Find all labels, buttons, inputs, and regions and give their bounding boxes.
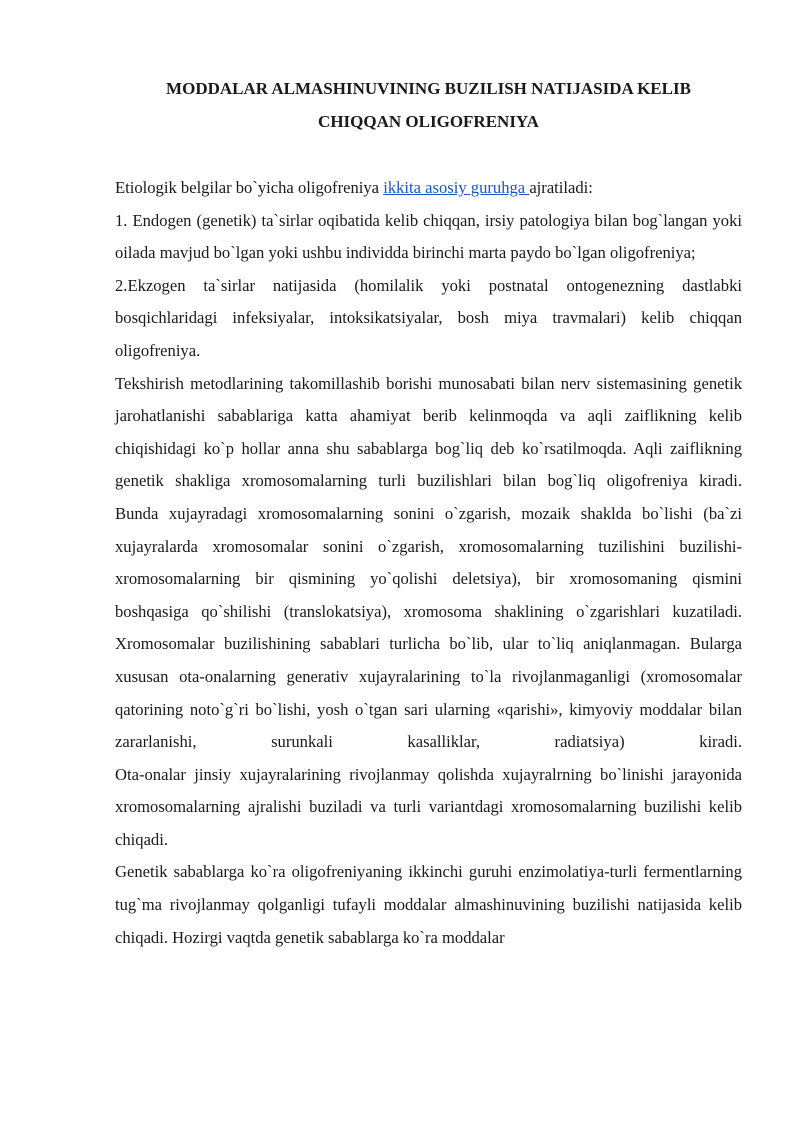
paragraph-ekzogen: 2.Ekzogen ta`sirlar natijasida (homilalik yoki postnatal ontogenezning dastlabki bosqichlaridagi infeksiyalar, intoksikatsiyalar, bosh miya travmalari) kelib chiqqan oligofreniya.	[115, 275, 742, 360]
title-line-1: MODDALAR ALMASHINUVINING BUZILISH NATIJASIDA KELIB	[166, 79, 691, 98]
paragraph-enzymopathy: Genetik sabablarga ko`ra oligofreniyaning ikkinchi guruhi enzimolatiya-turli fermentlarning tug`ma rivojlanmay qolganligi tufayli moddalar almashinuvining buzilishi natijasida kelib chiqadi. Hozirgi vaqtda genetik sabablarga ko`ra moddalar	[115, 862, 742, 947]
intro-paragraph	[115, 172, 742, 205]
intro-text-before: Etiologik belgilar bo`yicha oligofreniya	[115, 178, 384, 197]
paragraph-endogen: 1. Endogen (genetik) ta`sirlar oqibatida kelib chiqqan, irsiy patologiya bilan bog`langan yoki oilada mavjud bo`lgan yoki ushbu individda birinchi marta paydo bo`lgan oligofreniya;	[115, 210, 742, 263]
paragraph-chromosome-changes: Bunda xujayradagi xromosomalarning sonini o`zgarish, mozaik shaklda bo`lishi (ba`zi xujayralarda xromosomalar sonini o`zgarish, xromosomalarning tuzilishini buzilishi-xromosomalarning bir qismining yo`qolishi deletsiya), bir xromosomaning qismini boshqasiga qo`shilishi (translokatsiya), xromosoma shaklining o`zgarishlari kuzatiladi. Xromosomalar buzilishining sabablari turlicha bo`lib, ular to`liq aniqlanmagan. Bularga xususan ota-onalarning generativ xujayralarining to`la rivojlanmaganligi (xromosomalar qatorining noto`g`ri bo`lishi, yosh o`tgan sari ularning «qarishi», kimyoviy moddalar bilan zararlanishi, surunkali kasalliklar, radiatsiya) kiradi.	[115, 503, 742, 752]
document-page	[115, 73, 742, 954]
paragraph-parent-cells: Ota-onalar jinsiy xujayralarining rivojlanmay qolishda xujayralrning bo`linishi jarayonida xromosomalarning ajralishi buziladi va turli variantdagi xromosomalarning buzilishi kelib chiqadi.	[115, 764, 742, 849]
paragraph-genetic-methods: Tekshirish metodlarining takomillashib borishi munosabati bilan nerv sistemasining genetik jarohatlanishi sabablariga katta ahamiyat berib kelinmoqda va aqli zaiflikning kelib chiqishidagi ko`p hollar anna shu sabablarga bog`liq deb ko`rsatilmoqda. Aqli zaiflikning genetik shakliga xromosomalarning turli buzilishlari bilan bog`liq oligofreniya kiradi.	[115, 373, 742, 491]
document-title	[115, 73, 742, 138]
title-line-2: CHIQQAN OLIGOFRENIYA	[318, 111, 539, 131]
two-groups-link[interactable]: ikkita asosiy guruhga	[383, 178, 530, 197]
intro-text-after: ajratiladi:	[529, 178, 593, 197]
